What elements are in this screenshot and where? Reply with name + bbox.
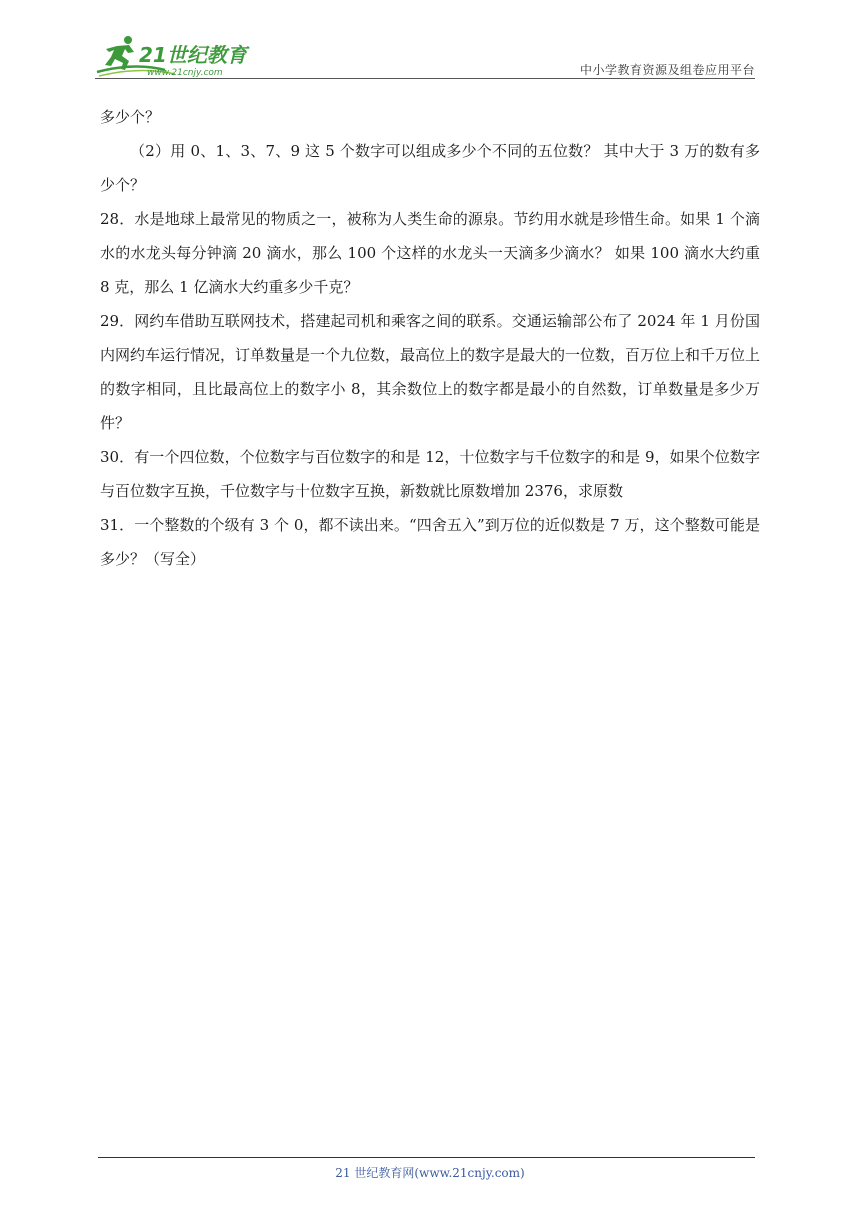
page-header [95,32,755,78]
svg-text:www.21cnjy.com: www.21cnjy.com [147,68,223,78]
page-footer: 21 世纪教育网(www.21cnjy.com) [335,1166,525,1180]
footer-divider [98,1157,755,1158]
header-platform-text: 中小学教育资源及组卷应用平台 [579,63,755,77]
question-27-2: （2）用 0、1、3、7、9 这 5 个数字可以组成多少个不同的五位数？ 其中大于 3 万的数有多少个？ [100,142,760,194]
question-27-1-continued: 多少个？ [100,108,161,126]
question-31: 31．一个整数的个级有 3 个 0，都不读出来。“四舍五入”到万位的近似数是 7 万，这个整数可能是多少？（写全） [100,516,760,568]
question-29: 29．网约车借助互联网技术，搭建起司机和乘客之间的联系。交通运输部公布了 2024 年 1 月份国内网约车运行情况，订单数量是一个九位数，最高位上的数字是最大的一位数，百万位上和千万位上的数字相同，且比最高位上的数字小 8，其余数位上的数字都是最小的自然数，订单数量是多少万件？ [100,312,761,432]
document-body [100,100,760,576]
header-divider [95,78,755,79]
svg-text:21世纪教育: 21世纪教育 [139,43,247,67]
question-30: 30．有一个四位数，个位数字与百位数字的和是 12，十位数字与千位数字的和是 9，如果个位数字与百位数字互换，千位数字与十位数字互换，新数就比原数增加 2376，求原数 [100,448,760,500]
question-28: 28．水是地球上最常见的物质之一，被称为人类生命的源泉。节约用水就是珍惜生命。如果 1 个滴水的水龙头每分钟滴 20 滴水，那么 100 个这样的水龙头一天滴多少滴水？ 如果 100 滴水大约重 8 克，那么 1 亿滴水大约重多少千克？ [100,210,760,296]
site-logo [95,32,265,78]
